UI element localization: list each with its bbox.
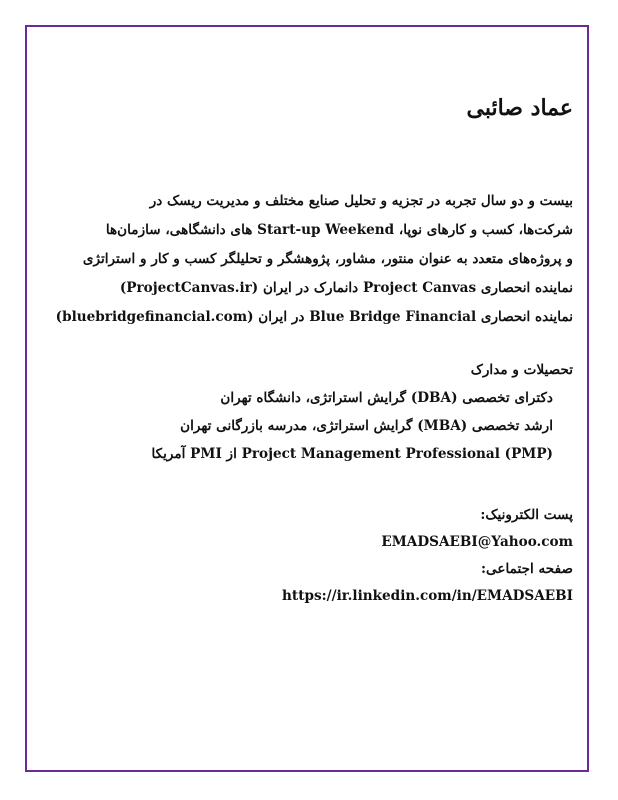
- email-label: پست الکترونیک:: [480, 507, 573, 523]
- education-section: [45, 356, 573, 468]
- education-item: ارشد تخصصی (MBA) گرایش استراتژی، مدرسه بازرگانی تهران: [180, 418, 553, 434]
- education-item: Project Management Professional (PMP) از PMI آمریکا: [151, 446, 553, 462]
- bio-line: نماینده انحصاری Blue Bridge Financial در ایران (bluebridgefinancial.com): [55, 309, 573, 325]
- bio-section: [45, 187, 573, 332]
- resume-content: [45, 95, 573, 610]
- education-title: تحصیلات و مدارک: [470, 362, 573, 378]
- education-item: دکترای تخصصی (DBA) گرایش استراتژی، دانشگاه تهران: [220, 390, 553, 406]
- bio-line: و پروژه‌های متعدد به عنوان منتور، مشاور، پژوهشگر و تحلیلگر کسب و کار و استراتژی: [82, 251, 573, 267]
- bio-line: بیست و دو سال تجربه در تجزیه و تحلیل صنایع مختلف و مدیریت ریسک در: [149, 193, 573, 209]
- bio-line: نماینده انحصاری Project Canvas دانمارک در ایران (ProjectCanvas.ir): [119, 280, 573, 296]
- social-link[interactable]: https://ir.linkedin.com/in/EMADSAEBI: [282, 588, 573, 604]
- contact-section: [45, 502, 573, 610]
- email-address[interactable]: EMADSAEBI@Yahoo.com: [381, 534, 573, 550]
- bio-line: شرکت‌ها، کسب و کارهای نوپا، Start-up Weekend های دانشگاهی، سازمان‌ها: [105, 222, 573, 238]
- social-label: صفحه اجتماعی:: [481, 561, 573, 577]
- person-name: عماد صائبی: [466, 95, 573, 121]
